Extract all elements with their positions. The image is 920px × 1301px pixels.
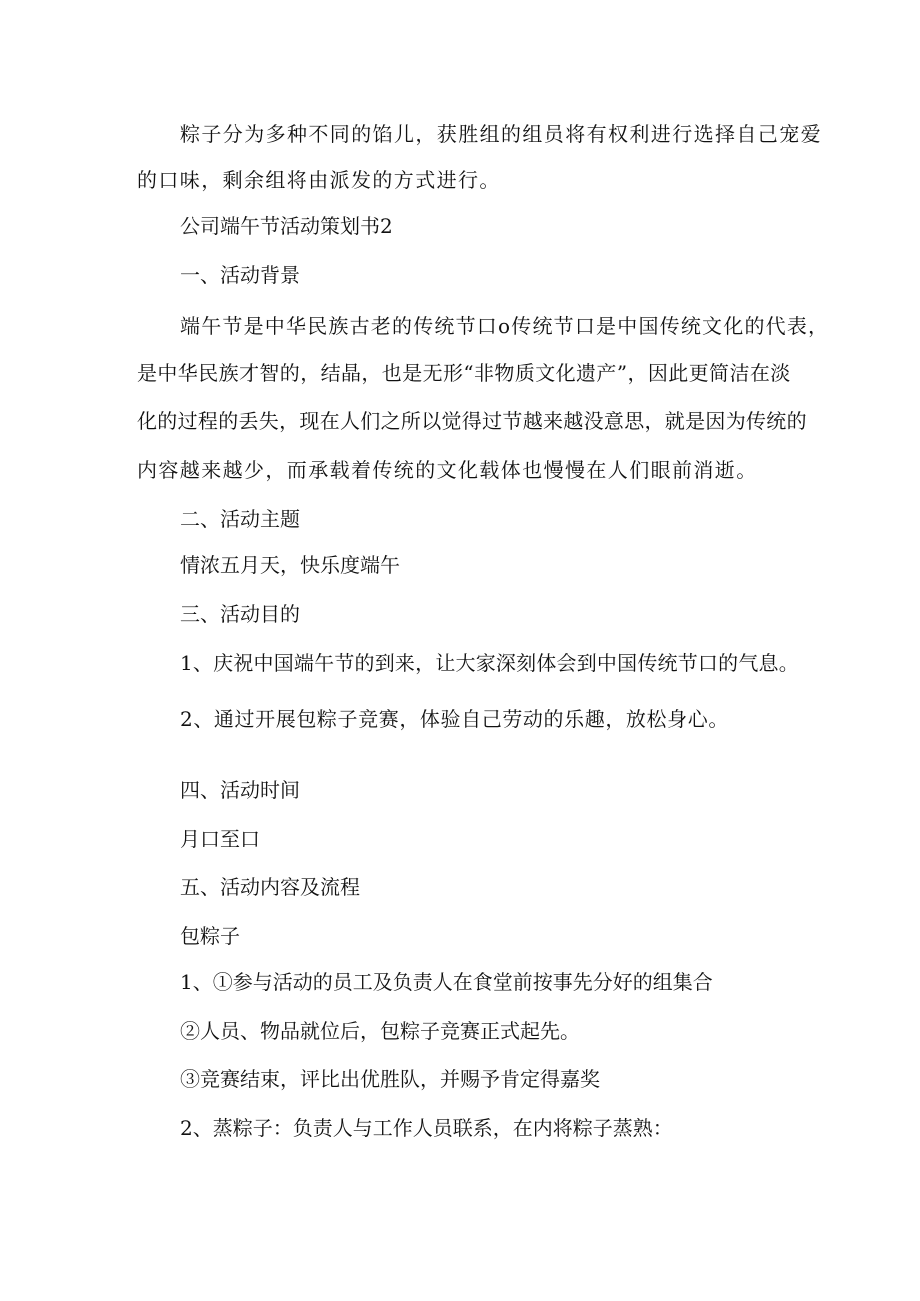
sub-heading: 包粽子 — [180, 924, 240, 948]
paragraph-line: 端午节是中华民族古老的传统节口o传统节口是中国传统文化的代表， — [180, 314, 830, 338]
time-text: 月口至口 — [180, 827, 260, 851]
section-heading: 二、活动主题 — [180, 507, 300, 531]
section-heading: 四、活动时间 — [180, 778, 300, 802]
theme-text: 情浓五月天，快乐度端午 — [180, 553, 400, 577]
section-heading: 三、活动目的 — [180, 602, 300, 626]
paragraph-line: 化的过程的丢失，现在人们之所以觉得过节越来越没意思，就是因为传统的 — [137, 409, 807, 433]
paragraph-line: 是中华民族才智的，结晶，也是无形“非物质文化遗产”，因此更简洁在淡 — [137, 361, 791, 385]
step-item: 1、①参与活动的员工及负责人在食堂前按事先分好的组集合 — [180, 970, 713, 994]
goal-item: 2、通过开展包粽子竞赛，体验自己劳动的乐趣，放松身心。 — [180, 707, 729, 731]
section-heading: 一、活动背景 — [180, 263, 300, 287]
section-heading: 五、活动内容及流程 — [180, 875, 360, 899]
section-title: 公司端午节活动策划书2 — [180, 214, 393, 238]
goal-item: 1、庆祝中国端午节的到来，让大家深刻体会到中国传统节口的气息。 — [180, 651, 799, 675]
paragraph-line: 内容越来越少，而承载着传统的文化载体也慢慢在人们眼前消逝。 — [137, 458, 758, 482]
paragraph-line: 的口味，剩余组将由派发的方式进行。 — [137, 168, 501, 192]
step-item: ③竞赛结束，评比出优胜队，并赐予肯定得嘉奖 — [180, 1067, 600, 1091]
paragraph-line: 粽子分为多种不同的馅儿，获胜组的组员将有权利进行选择自己宠爱 — [180, 122, 822, 146]
step-item: 2、蒸粽子：负责人与工作人员联系，在内将粽子蒸熟： — [180, 1116, 673, 1140]
step-item: ②人员、物品就位后，包粽子竞赛正式起先。 — [180, 1019, 580, 1043]
